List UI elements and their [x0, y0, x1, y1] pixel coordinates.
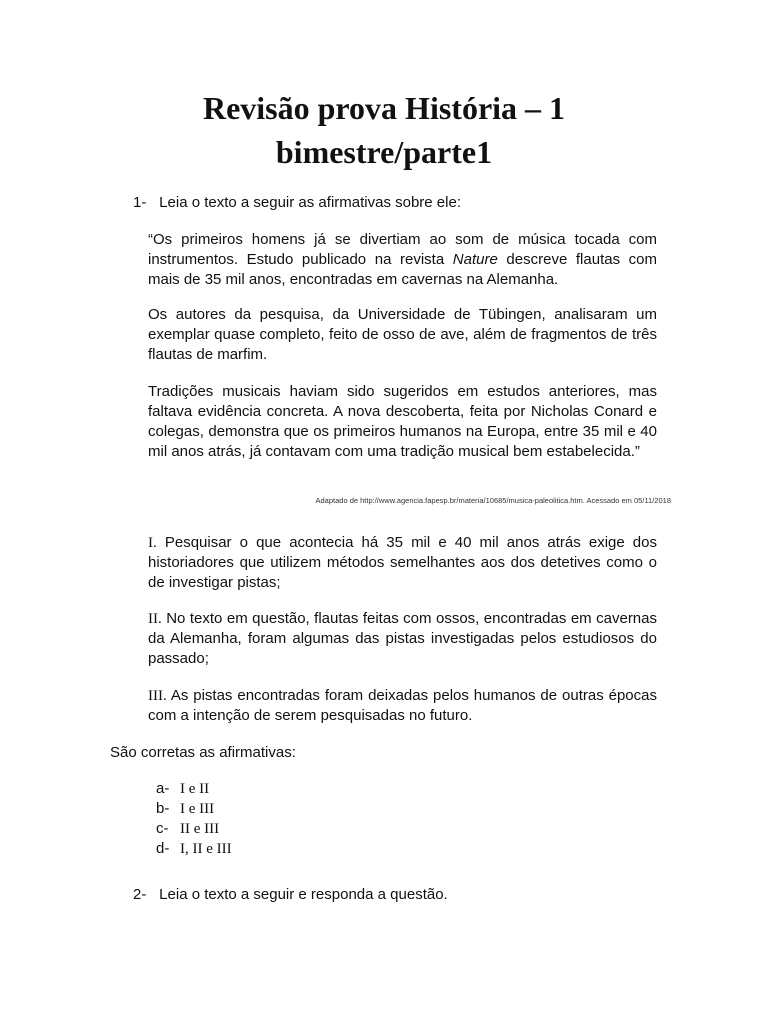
statement-2-numeral: II. [148, 611, 162, 627]
option-a [156, 779, 232, 799]
option-text: I e III [180, 801, 215, 817]
statement-3 [148, 686, 657, 726]
option-text: II e III [180, 821, 220, 837]
statement-2-text: No texto em questão, flautas feitas com ossos, encontradas em cavernas da Alemanha, foram algumas das pistas investigadas pelos estudiosos do passado; [148, 610, 657, 667]
answer-lead: São corretas as afirmativas: [110, 744, 296, 761]
statement-3-text: As pistas encontradas foram deixadas pelos humanos de outras épocas com a intenção de serem pesquisadas no futuro. [148, 687, 657, 724]
page-title: Revisão prova História – 1 bimestre/parte1 [202, 90, 566, 170]
journal-name: Nature [452, 251, 498, 268]
quote-paragraph-1 [148, 230, 657, 290]
question-2-number: 2- [133, 886, 147, 903]
statement-1 [148, 533, 657, 593]
question-1-prompt: Leia o texto a seguir as afirmativas sobre ele: [159, 194, 461, 211]
option-text: I, II e III [180, 841, 232, 857]
answer-options [156, 779, 232, 859]
option-letter: c- [156, 820, 169, 837]
option-text: I e II [180, 781, 210, 797]
option-letter: b- [156, 800, 170, 817]
statement-2 [148, 609, 657, 669]
source-citation: Adaptado de http://www.agencia.fapesp.br/materia/10685/musica-paleolitica.htm. Acessado em 05/11/2018 [315, 496, 671, 505]
quote-paragraph-3: Tradições musicais haviam sido sugeridos em estudos anteriores, mas faltava evidência concreta. A nova descoberta, feita por Nicholas Conard e colegas, demonstra que os primeiros humanos na Europa, entre 35 mil e 40 mil anos atrás, já contavam com uma tradição musical bem estabelecida.” [148, 383, 657, 460]
option-c [156, 819, 232, 839]
question-1-heading [133, 193, 461, 213]
question-2-prompt: Leia o texto a seguir e responda a questão. [159, 886, 448, 903]
quote-paragraph-2: Os autores da pesquisa, da Universidade de Tübingen, analisaram um exemplar quase completo, feito de osso de ave, além de fragmentos de três flautas de marfim. [148, 306, 657, 363]
quote-paragraph-1-start: “Os primeiros homens já se divertiam ao som de música tocada com instrumentos. Estudo publicado na revista [148, 231, 657, 268]
question-2-heading [133, 885, 448, 905]
statement-3-numeral: III. [148, 688, 167, 704]
option-letter: d- [156, 840, 170, 857]
option-letter: a- [156, 780, 170, 797]
quote-paragraph-1-end: descreve flautas com mais de 35 mil anos, encontradas em cavernas na Alemanha. [148, 251, 658, 288]
option-b [156, 799, 232, 819]
statement-1-text: Pesquisar o que acontecia há 35 mil e 40 mil anos atrás exige dos historiadores que utilizem métodos semelhantes aos dos detetives como o de investigar pistas; [148, 534, 657, 591]
statement-1-numeral: I. [148, 535, 157, 551]
question-1-number: 1- [133, 194, 147, 211]
option-d [156, 839, 232, 859]
